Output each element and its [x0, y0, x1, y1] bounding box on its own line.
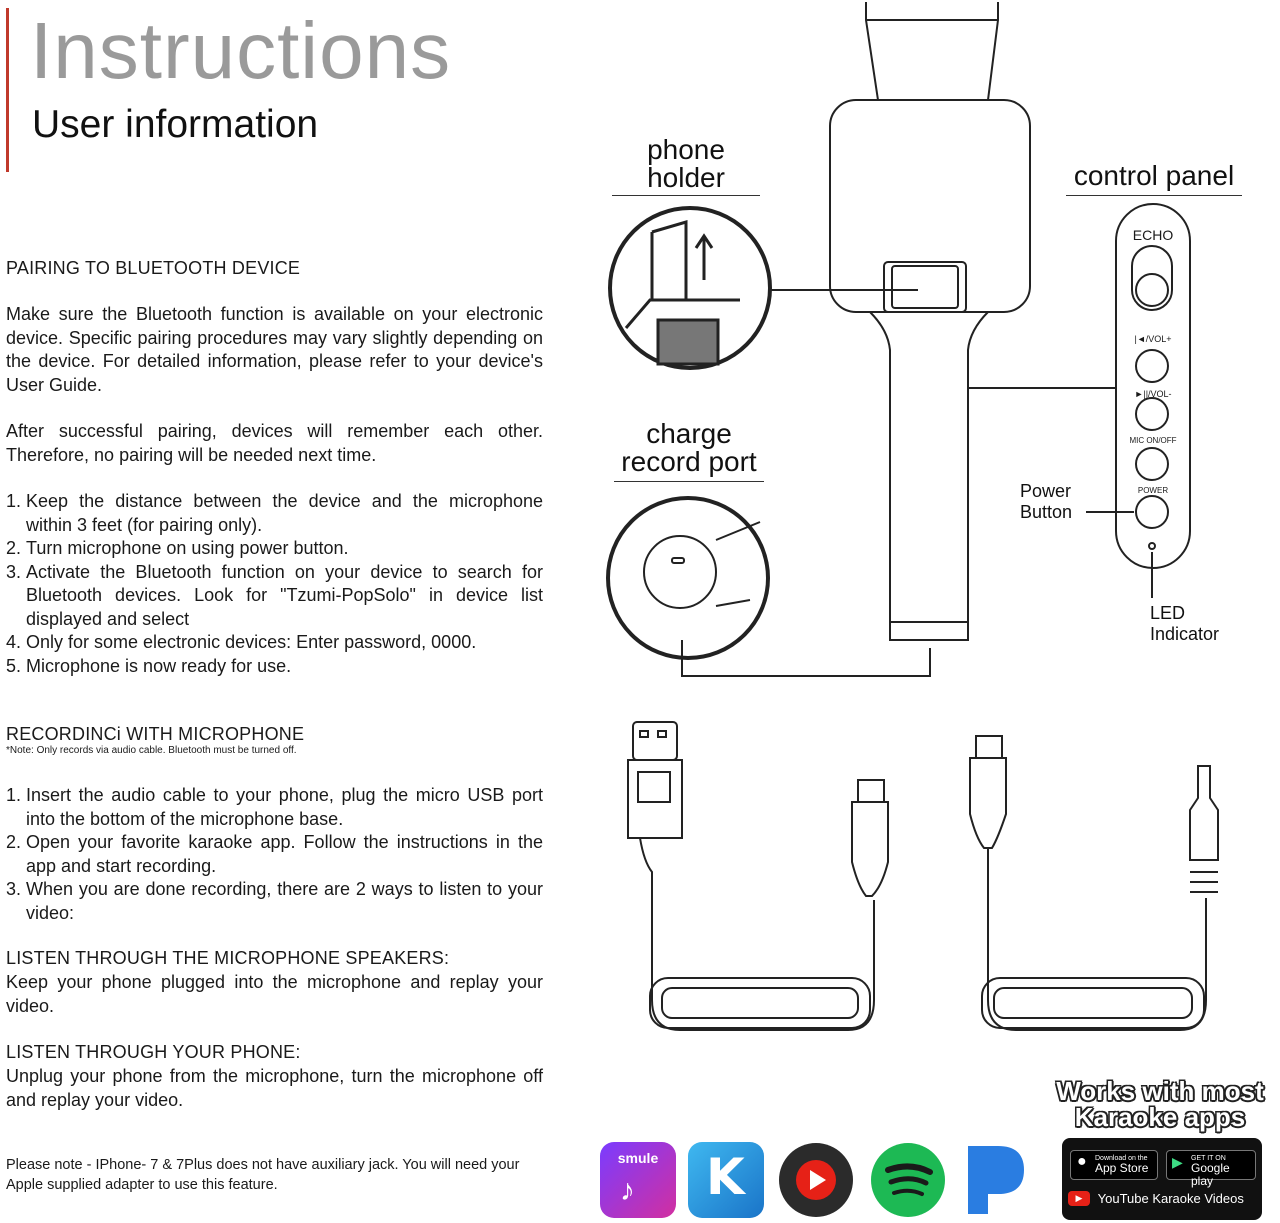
listen-speakers-text: Keep your phone plugged into the microphone and replay your video. [6, 972, 543, 1016]
pairing-paragraph-2: After successful pairing, devices will remember each other. Therefore, no pairing will be needed next time. [6, 421, 543, 465]
listen-phone-heading: LISTEN THROUGH YOUR PHONE: [6, 1042, 301, 1062]
play-vol-label: ►||/VOL- [1134, 389, 1172, 399]
divider [612, 195, 760, 196]
phone-holder-label [612, 136, 760, 192]
list-item [6, 878, 543, 925]
list-item [6, 490, 543, 537]
listen-phone-text: Unplug your phone from the microphone, turn the microphone off and replay your video. [6, 1066, 543, 1110]
power-button-label-line2: Button [1020, 502, 1073, 522]
k-letter-icon: K [706, 1148, 745, 1206]
list-item [6, 655, 543, 679]
mic-head-outline [866, 2, 998, 100]
step-text: When you are done recording, there are 2 ways to listen to your video: [26, 879, 543, 923]
app-store-small-text: Download on the [1095, 1155, 1148, 1162]
step-text: Microphone is now ready for use. [26, 655, 292, 676]
charge-port-pointer [682, 640, 930, 676]
step-number: 3. [6, 561, 22, 582]
listen-speakers-heading: LISTEN THROUGH THE MICROPHONE SPEAKERS: [6, 948, 450, 968]
step-text: Turn microphone on using power button. [26, 538, 349, 558]
led-label-line1: LED [1150, 603, 1186, 623]
youtube-music-icon [778, 1142, 854, 1218]
phone-holder-label-line2: holder [647, 162, 725, 193]
pairing-heading: PAIRING TO BLUETOOTH DEVICE [6, 258, 301, 278]
step-number: 4. [6, 632, 22, 652]
google-small-text: GET IT ON [1191, 1155, 1226, 1162]
charge-record-port-label [614, 420, 764, 476]
mic-body-outline [830, 100, 1030, 312]
works-line2: Karaoke apps [1074, 1102, 1246, 1132]
apple-icon: ● [1077, 1153, 1087, 1170]
step-text: Keep the distance between the device and the microphone within 3 feet (for pairing only). [26, 491, 543, 535]
pairing-steps-list [6, 490, 543, 678]
divider [614, 481, 764, 482]
recording-steps-list [6, 784, 543, 925]
charge-label-line1: charge [646, 418, 732, 449]
karaoke-app-icon [688, 1142, 764, 1218]
mic-handle-outline [870, 312, 988, 640]
footnote: Please note - IPhone- 7 & 7Plus does not have auxiliary jack. You will need your Apple supplied adapter to use this feature. [6, 1157, 520, 1193]
app-store-text: App Store [1095, 1161, 1149, 1175]
pairing-paragraph-1: Make sure the Bluetooth function is available on your electronic device. Specific pairing procedures may vary slightly depending on the device. For detailed information, please refer to your device's User Guide. [6, 304, 543, 395]
list-item [6, 831, 543, 878]
control-panel-outline [1116, 204, 1190, 568]
step-number: 2. [6, 538, 22, 558]
list-item [6, 784, 543, 831]
power-button-label-line1: Power [1020, 481, 1072, 501]
music-note-icon: ♪ [620, 1174, 635, 1207]
recording-note: *Note: Only records via audio cable. Bluetooth must be turned off. [6, 745, 297, 756]
step-number: 5. [6, 655, 22, 676]
youtube-karaoke-row [1068, 1190, 1244, 1207]
step-text: Insert the audio cable to your phone, plug the micro USB port into the bottom of the microphone base. [26, 785, 543, 829]
step-text: Open your favorite karaoke app. Follow the instructions in the app and start recording. [26, 832, 543, 876]
store-badges [1062, 1138, 1262, 1220]
echo-label: ECHO [1132, 227, 1174, 243]
mic-onoff-label: MIC ON/OFF [1129, 436, 1177, 445]
phone-holder-label-line1: phone [647, 134, 725, 165]
google-play-text: Google play [1191, 1161, 1230, 1188]
list-item [6, 537, 543, 561]
charge-port-zoom [608, 498, 768, 658]
step-text: Activate the Bluetooth function on your device to search for Bluetooth devices. Look for "Tzumi-PopSolo" in device list displayed and select [26, 561, 543, 629]
led-label-line2: Indicator [1150, 624, 1220, 644]
app-store-badge[interactable] [1070, 1150, 1158, 1180]
list-item [6, 631, 543, 655]
page-title: Instructions [30, 6, 452, 95]
works-line1: Works with most [1056, 1076, 1264, 1106]
control-panel-label: control panel [1073, 160, 1235, 191]
youtube-karaoke-text: YouTube Karaoke Videos [1097, 1190, 1244, 1206]
step-number: 3. [6, 879, 22, 899]
works-with-heading [1040, 1078, 1280, 1130]
smule-label: smule [617, 1150, 659, 1166]
google-play-badge[interactable] [1166, 1150, 1256, 1188]
youtube-icon: ▶ [1068, 1191, 1090, 1206]
prev-vol-label: |◄/VOL+ [1134, 334, 1172, 344]
step-number: 2. [6, 832, 22, 852]
pandora-icon [962, 1142, 1038, 1218]
title-accent-bar [6, 8, 9, 172]
list-item [6, 561, 543, 632]
led-indicator-label [1150, 603, 1219, 645]
smule-app-icon [600, 1142, 676, 1218]
step-text: Only for some electronic devices: Enter password, 0000. [26, 632, 477, 652]
charge-label-line2: record port [621, 446, 757, 477]
step-number: 1. [6, 491, 22, 511]
power-small-label: POWER [1137, 486, 1169, 495]
divider [1066, 195, 1242, 196]
step-number: 1. [6, 785, 22, 805]
play-triangle-icon: ▶ [1172, 1154, 1183, 1170]
spotify-icon [870, 1142, 946, 1218]
recording-heading: RECORDINCi WITH MICROPHONE [6, 724, 305, 744]
page-subtitle: User information [32, 103, 319, 146]
power-button-label [1020, 481, 1072, 523]
